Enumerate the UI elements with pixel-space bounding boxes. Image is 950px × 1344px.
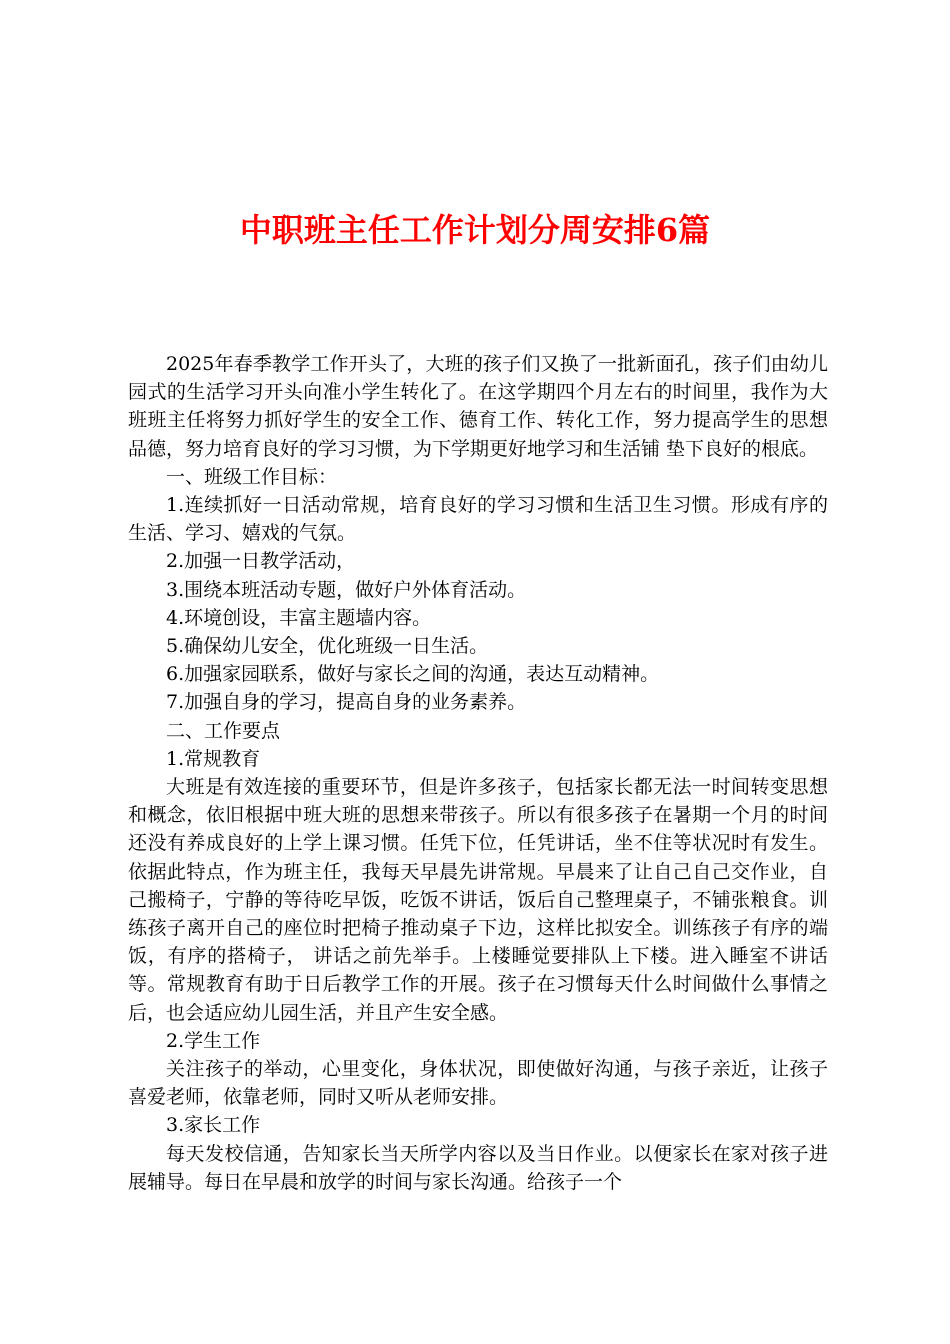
paragraph-intro: 2025年春季教学工作开头了，大班的孩子们又换了一批新面孔，孩子们由幼儿园式的生活学习开头向准小学生转化了。在这学期四个月左右的时间里，我作为大班班主任将努力抓好学生的安全工作、德育工作、转化工作，努力提高学生的思想品德，努力培育良好的学习习惯，为下学期更好地学习和生活铺 垫下良好的根底。	[128, 353, 828, 460]
goal-item-6: 6.加强家园联系，做好与家长之间的沟通，表达互动精神。	[166, 663, 660, 686]
section-heading-points: 二、工作要点	[166, 719, 281, 742]
goal-item-7: 7.加强自身的学习，提高自身的业务素养。	[166, 691, 527, 714]
subheading-routine: 1.常规教育	[166, 747, 261, 770]
goal-item-1: 1.连续抓好一日活动常规，培育良好的学习习惯和生活卫生习惯。形成有序的生活、学习、嬉戏的气氛。	[128, 494, 828, 545]
paragraph-students: 关注孩子的举动，心里变化，身体状况，即使做好沟通，与孩子亲近，让孩子喜爱老师，依靠老师，同时又听从老师安排。	[128, 1058, 828, 1109]
goal-item-2: 2.加强一日教学活动，	[166, 550, 356, 573]
subheading-parents: 3.家长工作	[166, 1114, 261, 1137]
goal-item-3: 3.围绕本班活动专题，做好户外体育活动。	[166, 578, 527, 601]
document-body	[128, 350, 828, 1196]
paragraph-parents: 每天发校信通，告知家长当天所学内容以及当日作业。以便家长在家对孩子进展辅导。每日在早晨和放学的时间与家长沟通。给孩子一个	[128, 1142, 828, 1193]
paragraph-routine: 大班是有效连接的重要环节，但是许多孩子，包括家长都无法一时间转变思想和概念，依旧根据中班大班的思想来带孩子。所以有很多孩子在暑期一个月的时间还没有养成良好的上学上课习惯。任凭下位，任凭讲话，坐不住等状况时有发生。依据此特点，作为班主任，我每天早晨先讲常规。早晨来了让自己自己交作业，自己搬椅子，宁静的等待吃早饭，吃饭不讲话，饭后自己整理桌子，不铺张粮食。训练孩子离开自己的座位时把椅子推动桌子下边，这样比拟安全。训练孩子有序的端饭，有序的搭椅子， 讲话之前先举手。上楼睡觉要排队上下楼。进入睡室不讲话等。常规教育有助于日后教学工作的开展。孩子在习惯每天什么时间做什么事情之后，也会适应幼儿园生活，并且产生安全感。	[128, 776, 828, 1024]
document-title: 中职班主任工作计划分周安排6篇	[239, 211, 711, 249]
goal-item-5: 5.确保幼儿安全，优化班级一日生活。	[166, 635, 489, 658]
subheading-students: 2.学生工作	[166, 1029, 261, 1052]
section-heading-goals: 一、班级工作目标：	[166, 465, 338, 488]
goal-item-4: 4.环境创设，丰富主题墙内容。	[166, 606, 432, 629]
